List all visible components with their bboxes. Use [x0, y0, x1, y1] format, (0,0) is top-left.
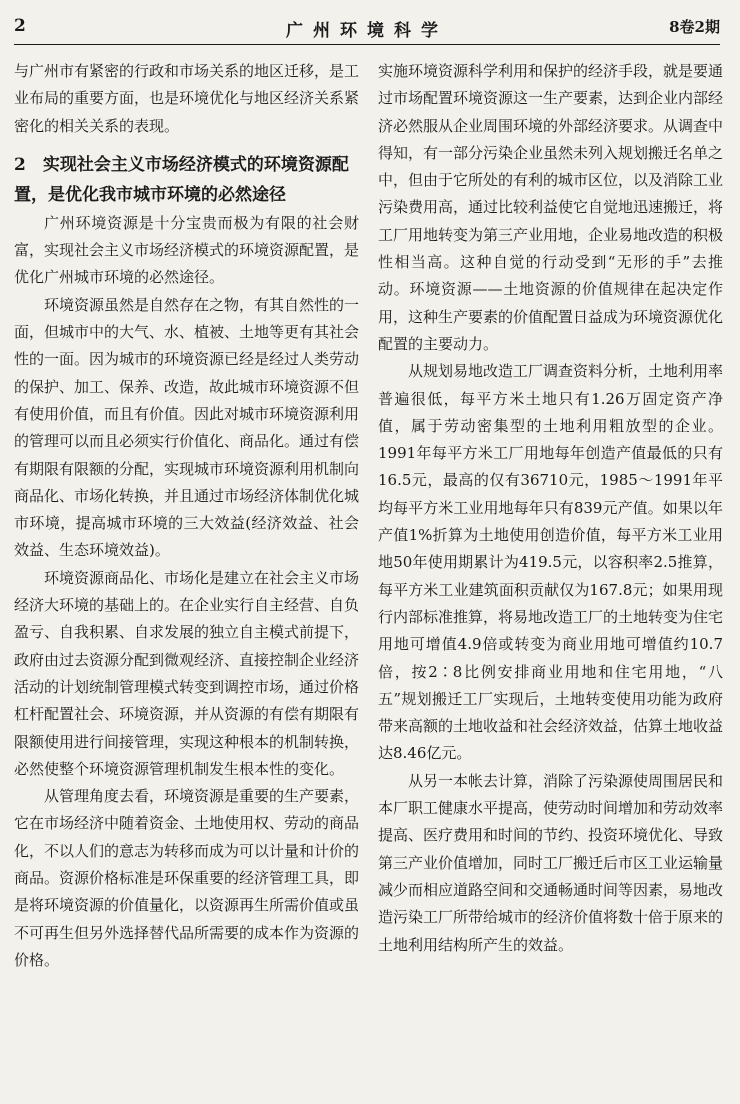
- body-paragraph: 从规划易地改造工厂调查资料分析，土地利用率普遍很低，每平方米土地只有1.26万固定资产净值，属于劳动密集型的土地利用粗放型的企业。1991年每平方米工厂用地每年创造产值最低的只有16.5元，最高的仅有36710元，1985～1991年平均每平方米工业用地每年只有839元产值。如果以年产值1%折算为土地使用创造价值，每平方米工业用地50年使用期累计为419.5元，以容积率2.5推算，每平方米工业建筑面积贡献仅为167.8元；如果用现行内部标准推算，将易地改造工厂的土地转变为住宅用地可增值4.9倍或转变为商业用地可增值约10.7倍，按2∶8比例安排商业用地和住宅用地，“八五”规划搬迁工厂实现后，土地转变使用功能为政府带来高额的土地收益和社会经济效益，估算土地收益达8.46亿元。: [378, 362, 724, 763]
- body-paragraph: 环境资源虽然是自然存在之物，有其自然性的一面，但城市中的大气、水、植被、土地等更有其社会性的一面。因为城市的环境资源已经是经过人类劳动的保护、加工、保养、改造，故此城市环境资源不但有使用价值，而且有价值。因此对城市环境资源利用的管理可以而且必须实行价值化、商品化。通过有偿有期限有限额的分配，实现城市环境资源利用机制向商品化、市场化转换，并且通过市场经济体制优化城市环境，提高城市环境的三大效益(经济效益、社会效益、生态环境效益)。: [14, 295, 360, 560]
- body-paragraph: 广州环境资源是十分宝贵而极为有限的社会财富，实现社会主义市场经济模式的环境资源配置，是优化广州城市环境的必然途径。: [14, 213, 360, 287]
- journal-title: 广州环境科学: [286, 21, 448, 41]
- page-header: [14, 14, 720, 44]
- page-number: 2: [14, 16, 26, 36]
- body-paragraph: 从管理角度去看，环境资源是重要的生产要素，它在市场经济中随着资金、土地使用权、劳动的商品化，不以人们的意志为转移而成为可以计量和计价的商品。资源价格标准是环保重要的经济管理工具，即是将环境资源的价值量化，以资源再生所需价值或虽不可再生但另外选择替代品所需要的成本作为资源的价格。: [14, 787, 360, 969]
- issue-label: 8卷2期: [669, 18, 720, 36]
- section-heading: 2 实现社会主义市场经济模式的环境资源配置，是优化我市城市环境的必然途径: [14, 154, 349, 205]
- right-column: [378, 58, 723, 959]
- body-paragraph: 从另一本帐去计算，消除了污染源使周围居民和本厂职工健康水平提高，使劳动时间增加和劳动效率提高、医疗费用和时间的节约、投资环境优化、导致第三产业价值增加，同时工厂搬迁后市区工业运输量减少而相应道路空间和交通畅通时间等因素，易地改造污染工厂所带给城市的经济价值将数十倍于原来的土地利用结构所产生的效益。: [378, 771, 724, 954]
- left-column: [14, 58, 359, 974]
- continued-paragraph: 实施环境资源科学利用和保护的经济手段，就是要通过市场配置环境资源这一生产要素，达到企业内部经济必然服从企业周围环境的外部经济要求。从调查中得知，有一部分污染企业虽然未列入规划搬迁名单之中，但由于它所处的有利的城市区位，以及消除工业污染费用高，通过比较利益使它自觉地迅速搬迁，将工厂用地转变为第三产业用地，企业易地改造的积极性相当高。这种自觉的行动受到“无形的手”去推动。环境资源——土地资源的价值规律在起决定作用，这种生产要素的价值配置日益成为环境资源优化配置的主要动力。: [378, 62, 724, 353]
- header-rule: [14, 44, 720, 45]
- continued-paragraph: 与广州市有紧密的行政和市场关系的地区迁移，是工业布局的重要方面，也是环境优化与地区经济关系紧密化的相关关系的表现。: [14, 62, 360, 135]
- body-paragraph: 环境资源商品化、市场化是建立在社会主义市场经济大环境的基础上的。在企业实行自主经营、自负盈亏、自我积累、自求发展的独立自主模式前提下，政府由过去资源分配到微观经济、直接控制企业经济活动的计划统制管理模式转变到调控市场，通过价格杠杆配置社会、环境资源，并从资源的有偿有期限有限额使用进行间接管理，实现这种根本的机制转换，必然使整个环境资源管理机制发生根本性的变化。: [14, 568, 360, 778]
